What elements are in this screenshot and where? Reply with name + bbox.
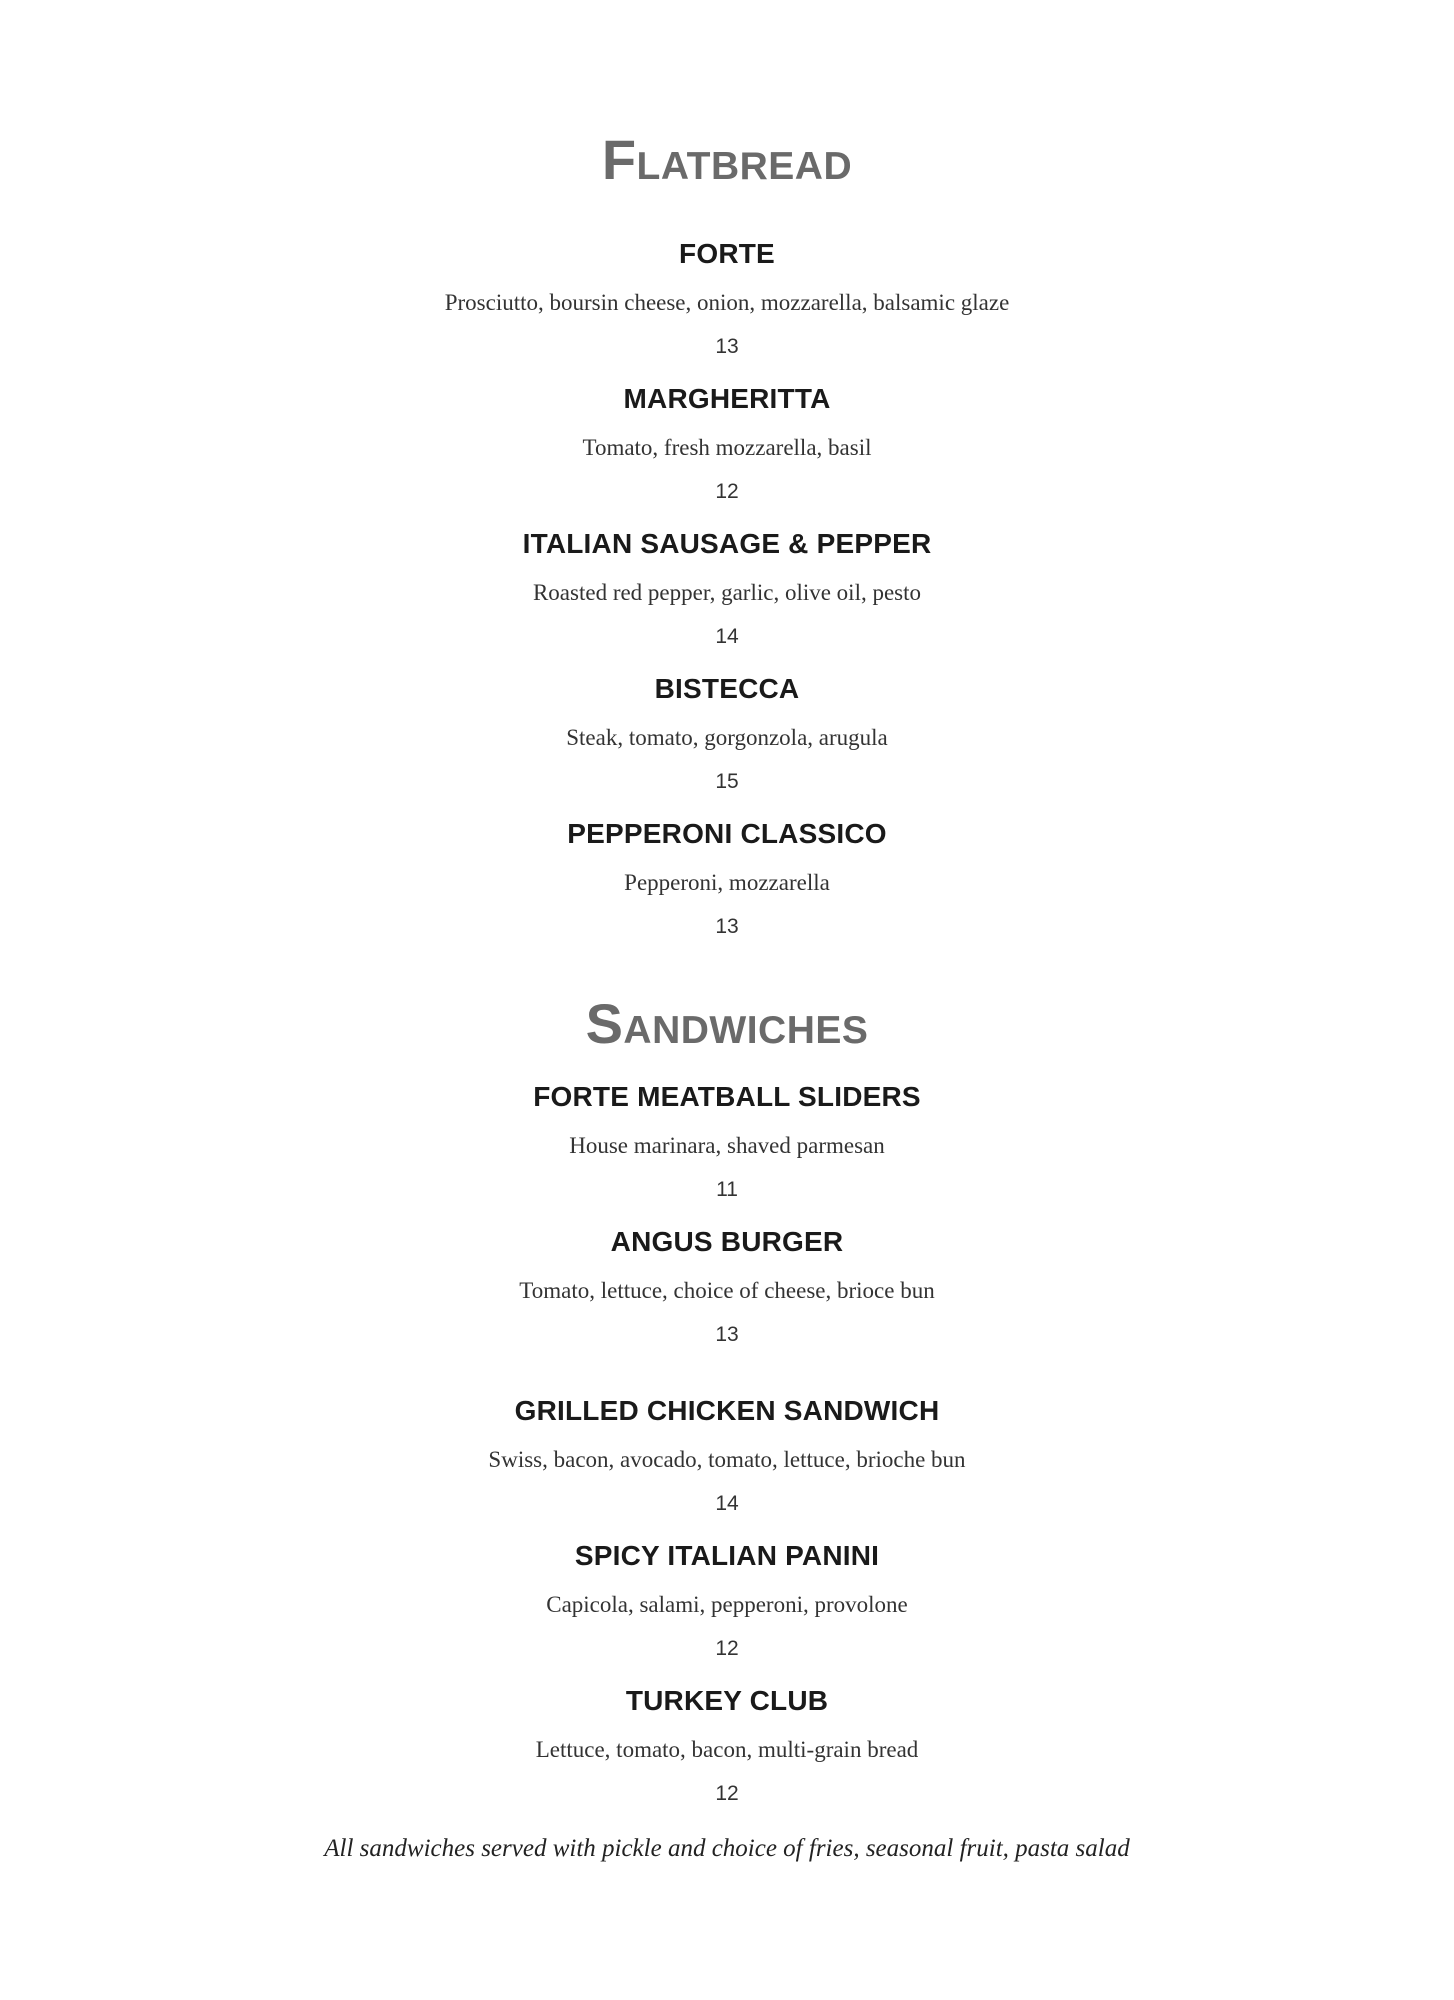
item-price: 12 [715, 480, 739, 503]
sandwiches-footnote: All sandwiches served with pickle and choice of fries, seasonal fruit, pasta salad [324, 1835, 1130, 1862]
item-name: SPICY ITALIAN PANINI [574, 1540, 880, 1571]
item-price: 14 [715, 625, 739, 648]
item-description: Swiss, bacon, avocado, tomato, lettuce, brioche bun [488, 1447, 966, 1472]
item-description: Tomato, lettuce, choice of cheese, brioce bun [519, 1278, 935, 1303]
item-price: 15 [715, 770, 739, 793]
menu-item-margheritta [0, 382, 1454, 505]
item-description: Prosciutto, boursin cheese, onion, mozzarella, balsamic glaze [444, 290, 1010, 315]
item-price: 13 [715, 335, 739, 358]
menu-item-angus-burger [0, 1225, 1454, 1348]
item-name: GRILLED CHICKEN SANDWICH [514, 1395, 940, 1426]
menu-item-forte [0, 237, 1454, 360]
item-description: Lettuce, tomato, bacon, multi-grain bread [535, 1737, 919, 1762]
menu-item-bistecca [0, 672, 1454, 795]
item-name: ITALIAN SAUSAGE & PEPPER [522, 528, 932, 559]
item-name: TURKEY CLUB [625, 1685, 829, 1716]
item-price: 13 [715, 915, 739, 938]
item-name: BISTECCA [654, 673, 800, 704]
item-price: 14 [715, 1492, 739, 1515]
item-description: House marinara, shaved parmesan [569, 1133, 885, 1158]
section-title-sandwiches: Sandwiches [585, 992, 869, 1055]
item-name: MARGHERITTA [623, 383, 831, 414]
item-name: FORTE [679, 238, 775, 269]
item-price: 13 [715, 1323, 739, 1346]
item-description: Steak, tomato, gorgonzola, arugula [566, 725, 888, 750]
item-description: Roasted red pepper, garlic, olive oil, pesto [532, 580, 922, 605]
item-description: Tomato, fresh mozzarella, basil [582, 435, 872, 460]
menu-item-forte-meatball-sliders [0, 1080, 1454, 1203]
menu-item-spicy-italian-panini [0, 1539, 1454, 1662]
item-name: FORTE MEATBALL SLIDERS [533, 1081, 921, 1112]
menu-item-grilled-chicken-sandwich [0, 1394, 1454, 1517]
item-name: PEPPERONI CLASSICO [567, 818, 887, 849]
item-price: 12 [715, 1782, 739, 1805]
section-title-flatbread: Flatbread [601, 128, 853, 191]
menu-item-turkey-club [0, 1684, 1454, 1807]
item-name: ANGUS BURGER [610, 1226, 844, 1257]
item-price: 11 [716, 1178, 738, 1201]
menu-item-pepperoni-classico [0, 817, 1454, 940]
item-description: Pepperoni, mozzarella [624, 870, 830, 895]
item-description: Capicola, salami, pepperoni, provolone [546, 1592, 908, 1617]
menu-item-italian-sausage-pepper [0, 527, 1454, 650]
item-price: 12 [715, 1637, 739, 1660]
